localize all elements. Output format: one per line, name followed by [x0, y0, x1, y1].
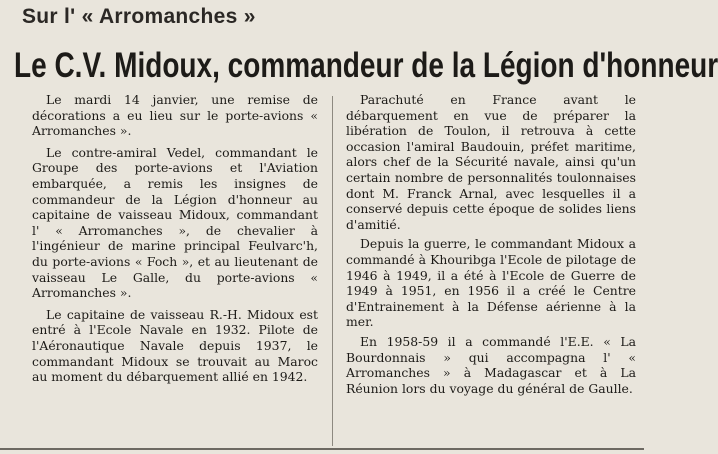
paragraph: Parachuté en France avant le débarquement en vue de préparer la libération de Toulon, il retrouva à cette occasion l'amiral Baudouin, préfet maritime, alors chef de la Sécurité navale, ainsi qu'un certain nombre de personnalités toulonnaises dont M. Franck Arnal, avec lesquelles il a conservé depuis cette époque de solides liens d'amitié.: [346, 92, 636, 232]
section-kicker: Sur l' « Arromanches »: [22, 5, 256, 28]
bottom-border: [0, 448, 644, 450]
column-divider: [332, 96, 333, 446]
right-column: [346, 92, 636, 400]
paragraph: En 1958-59 il a commandé l'E.E. « La Bourdonnais » qui accompagna l' « Arromanches » à Madagascar et à La Réunion lors du voyage du général de Gaulle.: [346, 333, 636, 396]
paragraph: Le mardi 14 janvier, une remise de décorations a eu lieu sur le porte-avions « Arromanches ».: [32, 92, 318, 139]
paragraph: Le contre-amiral Vedel, commandant le Groupe des porte-avions et l'Aviation embarquée, a remis les insignes de commandeur de la Légion d'honneur au capitaine de vaisseau Midoux, commandant l' « Arromanches », de chevalier à l'ingénieur de marine principal Feulvarc'h, du porte-avions « Foch », et au lieutenant de vaisseau Le Galle, du porte-avions « Arromanches ».: [32, 144, 318, 301]
article-headline: Le C.V. Midoux, commandeur de la Légion d'honneur: [14, 46, 718, 85]
paragraph: Le capitaine de vaisseau R.-H. Midoux est entré à l'Ecole Navale en 1932. Pilote de l'Aéronautique Navale depuis 1937, le commandant Midoux se trouvait au Maroc au moment du débarquement allié en 1942.: [32, 306, 318, 385]
left-column: [32, 92, 318, 391]
paragraph: Depuis la guerre, le commandant Midoux a commandé à Khouribga l'Ecole de pilotage de 1946 à 1949, il a été à l'Ecole de Guerre de 1949 à 1951, en 1956 il a créé le Centre d'Entrainement à la Défense aérienne à la mer.: [346, 236, 636, 330]
